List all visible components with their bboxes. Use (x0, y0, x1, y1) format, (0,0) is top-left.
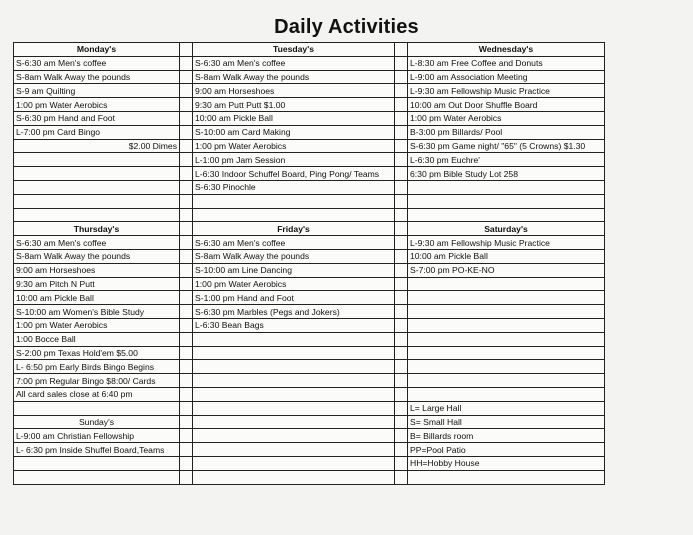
list-item: 1:00 pm Water Aerobics (14, 98, 180, 112)
list-item: S-10:00 am Women's Bible Study (14, 305, 180, 319)
table-row (14, 360, 605, 374)
list-item: S-7:00 pm PO-KE-NO (408, 263, 605, 277)
list-item: 10:00 am Pickle Ball (14, 291, 180, 305)
table-row (14, 305, 605, 319)
list-item: S-6:30 am Men's coffee (193, 56, 395, 70)
list-item: 9:30 am Putt Putt $1.00 (193, 98, 395, 112)
table-row (14, 374, 605, 388)
table-row (14, 84, 605, 98)
table-row (14, 111, 605, 125)
table-row (14, 153, 605, 167)
tuesday-header: Tuesday's (193, 43, 395, 57)
list-item: L-7:00 pm Card Bingo (14, 125, 180, 139)
list-item: 10:00 am Pickle Ball (408, 249, 605, 263)
table-row (14, 236, 605, 250)
table-row (14, 443, 605, 457)
list-item: S-10:00 am Card Making (193, 125, 395, 139)
list-item: L- 6:30 pm Inside Shuffel Board,Teams (14, 443, 180, 457)
table-row (14, 167, 605, 181)
list-item: 10:00 am Out Door Shuffle Board (408, 98, 605, 112)
list-item: L-1:00 pm Jam Session (193, 153, 395, 167)
thursday-header: Thursday's (14, 222, 180, 236)
list-item: 10:00 am Pickle Ball (193, 111, 395, 125)
table-row (14, 208, 605, 222)
monday-header: Monday's (14, 43, 180, 57)
list-item: S-8am Walk Away the pounds (193, 70, 395, 84)
list-item: 1:00 pm Water Aerobics (408, 111, 605, 125)
list-item: S-6:30 pm Marbles (Pegs and Jokers) (193, 305, 395, 319)
list-item: S-8am Walk Away the pounds (193, 249, 395, 263)
schedule-table (13, 42, 605, 485)
list-item: L-9:00 am Association Meeting (408, 70, 605, 84)
list-item: L-6:30 pm Euchre' (408, 153, 605, 167)
list-item: 1:00 pm Water Aerobics (14, 318, 180, 332)
table-row (14, 56, 605, 70)
sunday-header: Sunday's (14, 415, 180, 429)
list-item: 7:00 pm Regular Bingo $8:00/ Cards (14, 374, 180, 388)
legend-item: S= Small Hall (408, 415, 605, 429)
legend-item: PP=Pool Patio (408, 443, 605, 457)
list-item: B-3:00 pm Billards/ Pool (408, 125, 605, 139)
list-item: L- 6:50 pm Early Birds Bingo Begins (14, 360, 180, 374)
list-item: $2.00 Dimes (14, 139, 180, 153)
table-row (14, 429, 605, 443)
list-item: L-9:30 am Fellowship Music Practice (408, 84, 605, 98)
list-item: L-9:30 am Fellowship Music Practice (408, 236, 605, 250)
list-item: 6:30 pm Bible Study Lot 258 (408, 167, 605, 181)
list-item: L-6:30 Bean Bags (193, 318, 395, 332)
table-row (14, 180, 605, 194)
saturday-header: Saturday's (408, 222, 605, 236)
table-row (14, 194, 605, 208)
table-row (14, 470, 605, 484)
legend-item: B= Billards room (408, 429, 605, 443)
list-item: S-8am Walk Away the pounds (14, 70, 180, 84)
table-row (14, 456, 605, 470)
list-item: 9:30 am Pitch N Putt (14, 277, 180, 291)
list-item: S-1:00 pm Hand and Foot (193, 291, 395, 305)
list-item: All card sales close at 6:40 pm (14, 387, 180, 401)
table-row (14, 291, 605, 305)
list-item: S-6:30 am Men's coffee (193, 236, 395, 250)
list-item: 1:00 pm Water Aerobics (193, 139, 395, 153)
table-row (14, 139, 605, 153)
list-item: S-6:30 Pinochle (193, 180, 395, 194)
list-item: S-6:30 pm Hand and Foot (14, 111, 180, 125)
list-item: 1:00 Bocce Ball (14, 332, 180, 346)
list-item: L-6:30 Indoor Schuffel Board, Ping Pong/ Teams (193, 167, 395, 181)
table-row (14, 263, 605, 277)
list-item: L-9:00 am Christian Fellowship (14, 429, 180, 443)
list-item: S-8am Walk Away the pounds (14, 249, 180, 263)
list-item: 9:00 am Horseshoes (193, 84, 395, 98)
list-item: S-6:30 am Men's coffee (14, 236, 180, 250)
list-item: S-10:00 am Line Dancing (193, 263, 395, 277)
table-row (14, 98, 605, 112)
table-row (14, 70, 605, 84)
list-item: 1:00 pm Water Aerobics (193, 277, 395, 291)
list-item: S-9 am Quilting (14, 84, 180, 98)
table-row (14, 415, 605, 429)
wednesday-header: Wednesday's (408, 43, 605, 57)
table-row (14, 222, 605, 236)
table-row (14, 387, 605, 401)
table-row (14, 277, 605, 291)
table-row (14, 318, 605, 332)
page-title: Daily Activities (274, 16, 419, 38)
table-row (14, 125, 605, 139)
list-item: S-6:30 am Men's coffee (14, 56, 180, 70)
list-item: S-6:30 pm Game night/ "65" (5 Crowns) $1.30 (408, 139, 605, 153)
legend-item: L= Large Hall (408, 401, 605, 415)
friday-header: Friday's (193, 222, 395, 236)
table-row (14, 346, 605, 360)
legend-item: HH=Hobby House (408, 456, 605, 470)
list-item: S-2:00 pm Texas Hold'em $5.00 (14, 346, 180, 360)
list-item: 9:00 am Horseshoes (14, 263, 180, 277)
table-row (14, 401, 605, 415)
list-item: L-8:30 am Free Coffee and Donuts (408, 56, 605, 70)
table-row (14, 332, 605, 346)
table-row (14, 43, 605, 57)
table-row (14, 249, 605, 263)
